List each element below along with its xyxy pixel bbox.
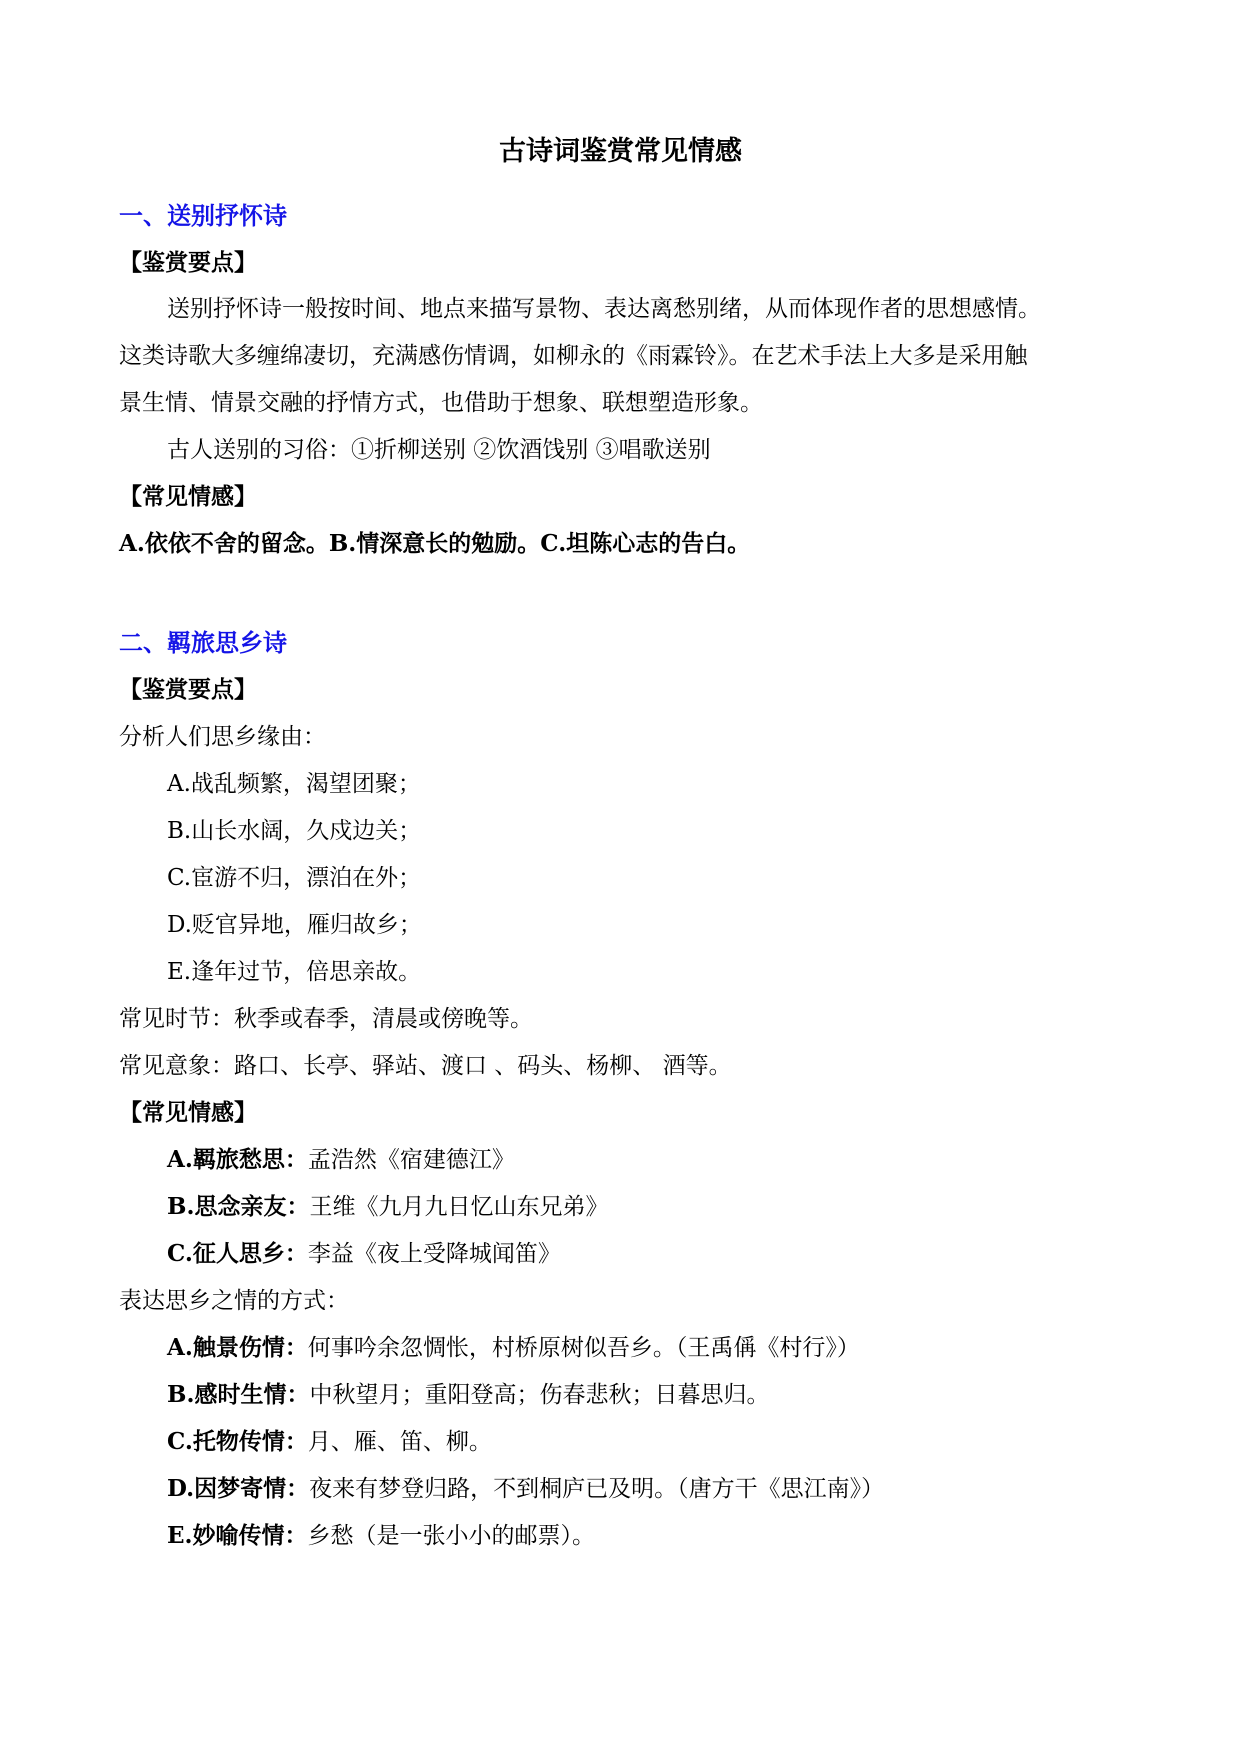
emotion-item-label: A.羁旅愁思： [167,1146,308,1173]
way-item-label: C.托物传情： [167,1428,308,1455]
way-item-label: E.妙喻传情： [167,1522,308,1549]
section-2-points-label: 【鉴赏要点】 [119,676,257,703]
ways-intro: 表达思乡之情的方式： [119,1288,349,1314]
emotion-item [167,1237,561,1271]
emotion-item [167,1143,515,1177]
way-item-label: B.感时生情： [167,1381,310,1408]
page-title: 古诗词鉴赏常见情感 [499,136,742,167]
section-1-customs: 古人送别的习俗：①折柳送别 ②饮酒饯别 ③唱歌送别 [167,437,711,463]
common-seasons: 常见时节：秋季或春季，清晨或傍晚等。 [119,1006,533,1032]
emotion-item [167,1190,608,1224]
section-1-heading: 一、送别抒怀诗 [119,201,287,230]
way-item-text: 何事吟余忽惆怅，村桥原树似吾乡。（王禹偁《村行》） [307,1335,860,1361]
reason-item: B.山长水阔，久戍边关； [167,818,422,844]
section-1-emotions-label: 【常见情感】 [119,483,257,510]
reason-item: A.战乱频繁，渴望团聚； [167,771,421,797]
way-item [167,1378,769,1412]
emotion-item-text: 孟浩然《宿建德江》 [307,1147,515,1173]
reason-item: E.逢年过节，倍思亲故。 [167,959,422,985]
common-images: 常见意象：路口、长亭、驿站、渡口 、码头、杨柳、 酒等。 [119,1053,732,1079]
way-item [167,1519,595,1553]
way-item-text: 中秋望月；重阳登高；伤春悲秋；日暮思归。 [309,1382,770,1408]
section-1-emotions: A.依依不舍的留念。B.情深意长的勉励。C.坦陈心志的告白。 [119,530,751,557]
reason-item: D.贬官异地，雁归故乡； [167,912,422,938]
section-2-emotions-label: 【常见情感】 [119,1099,257,1126]
section-1-paragraph-line: 景生情、情景交融的抒情方式，也借助于想象、联想塑造形象。 [119,390,763,416]
emotion-item-label: B.思念亲友： [167,1193,310,1220]
way-item-label: A.触景伤情： [167,1334,308,1361]
section-1-paragraph-line: 这类诗歌大多缠绵凄切，充满感伤情调，如柳永的《雨霖铃》。在艺术手法上大多是采用触 [119,343,1028,369]
reason-item: C.宦游不归，漂泊在外； [167,865,422,891]
way-item-text: 夜来有梦登归路，不到桐庐已及明。（唐方干《思江南》） [309,1476,885,1502]
emotion-item-text: 王维《九月九日忆山东兄弟》 [309,1194,609,1220]
way-item-text: 月、雁、笛、柳。 [307,1429,492,1455]
emotion-item-text: 李益《夜上受降城闻笛》 [307,1241,561,1267]
way-item [167,1472,884,1506]
section-1-paragraph-line: 送别抒怀诗一般按时间、地点来描写景物、表达离愁别绪，从而体现作者的思想感情。 [167,296,1041,322]
way-item-text: 乡愁（是一张小小的邮票）。 [307,1523,596,1549]
section-2-heading: 二、羁旅思乡诗 [119,628,287,657]
way-item [167,1425,492,1459]
way-item [167,1331,860,1365]
reason-intro: 分析人们思乡缘由： [119,724,326,750]
way-item-label: D.因梦寄情： [167,1475,310,1502]
emotion-item-label: C.征人思乡： [167,1240,308,1267]
section-1-points-label: 【鉴赏要点】 [119,249,257,276]
